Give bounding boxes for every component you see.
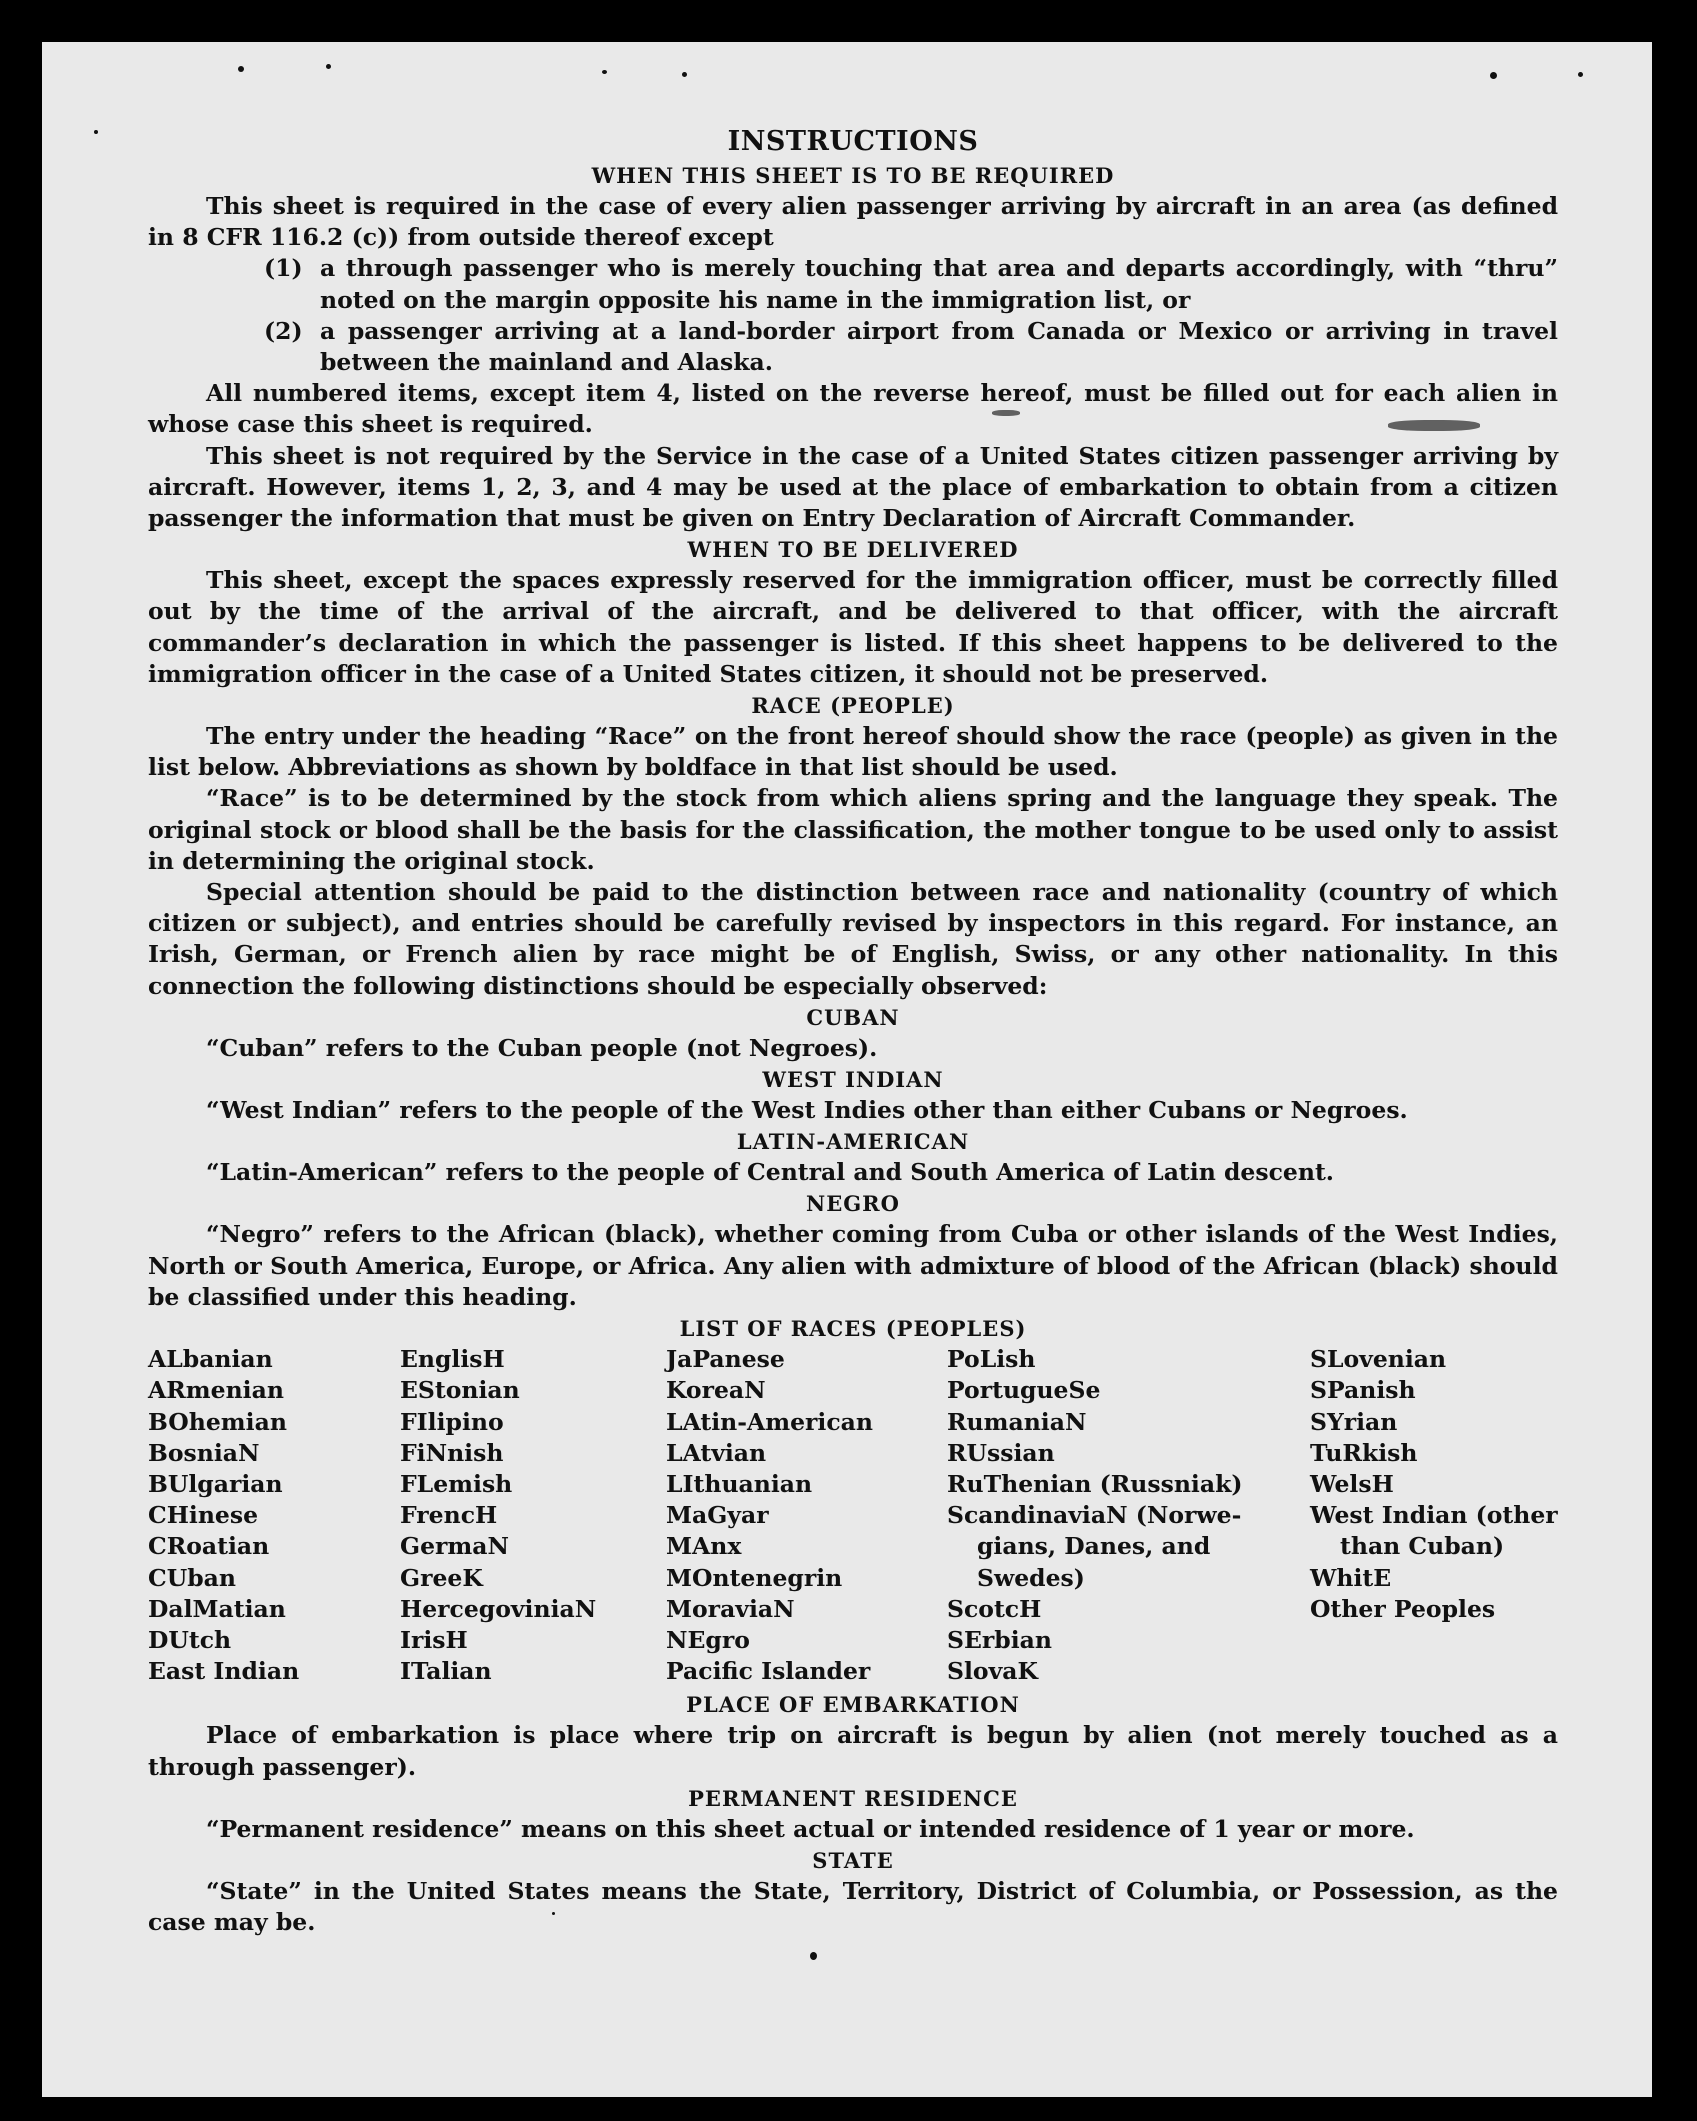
paragraph: Place of embarkation is place where trip on aircraft is begun by alien (not merely touched as a through passenger). <box>148 1721 1558 1781</box>
race-entry: EnglisH <box>400 1345 505 1374</box>
speck <box>326 64 331 69</box>
heading-cuban: CUBAN <box>806 1004 900 1030</box>
race-entry: ScotcH <box>947 1594 1042 1623</box>
page-title: INSTRUCTIONS <box>727 126 979 157</box>
race-entry: WelsH <box>1310 1469 1394 1498</box>
paragraph: This sheet is required in the case of every alien passenger arriving by aircraft in an area (as defined in 8 CFR 116.2 (c)) from outside thereof except <box>148 192 1558 252</box>
heading-place-of-embarkation: PLACE OF EMBARKATION <box>686 1692 1020 1718</box>
race-entry: WhitE <box>1310 1563 1392 1592</box>
paragraph: “Cuban” refers to the Cuban people (not Negroes). <box>206 1033 878 1062</box>
heading-race: RACE (PEOPLE) <box>751 693 955 719</box>
paragraph: “Permanent residence” means on this sheet actual or intended residence of 1 year or more. <box>206 1814 1415 1843</box>
heading-permanent-residence: PERMANENT RESIDENCE <box>688 1785 1018 1811</box>
race-entry: LAtvian <box>666 1438 767 1467</box>
race-entry: TuRkish <box>1310 1438 1418 1467</box>
race-entry: GermaN <box>400 1532 509 1561</box>
paragraph: “Race” is to be determined by the stock from which aliens spring and the language they speak. The original stock or blood shall be the basis for the classification, the mother tongue to be used only to assist in determining the original stock. <box>148 784 1558 875</box>
race-column <box>148 1344 400 1687</box>
race-entry: BOhemian <box>148 1407 287 1436</box>
race-entry: MOntenegrin <box>666 1563 843 1592</box>
race-entry: GreeK <box>400 1563 483 1592</box>
race-entry: gians, Danes, and <box>977 1532 1211 1561</box>
paragraph: “Negro” refers to the African (black), whether coming from Cuba or other islands of the West Indies, North or South America, Europe, or Africa. Any alien with admixture of blood of the African (black) should be classified under this heading. <box>148 1220 1558 1311</box>
race-entry: Other Peoples <box>1310 1594 1496 1623</box>
heading-negro: NEGRO <box>806 1191 900 1217</box>
race-entry: EStonian <box>400 1376 520 1405</box>
race-column <box>666 1344 947 1687</box>
race-entry: PoLish <box>947 1345 1036 1374</box>
race-entry: JaPanese <box>666 1345 785 1374</box>
list-item <box>148 253 1558 315</box>
heading-west-indian: WEST INDIAN <box>762 1067 944 1093</box>
instructions-body <box>148 124 1558 1938</box>
paragraph: All numbered items, except item 4, listed on the reverse hereof, must be filled out for each alien in whose case this sheet is required. <box>148 379 1558 439</box>
race-entry: ALbanian <box>148 1345 273 1374</box>
item-number: (2) <box>264 316 303 345</box>
race-entry: RUssian <box>947 1438 1055 1467</box>
list-item <box>148 316 1558 378</box>
item-number: (1) <box>264 254 303 283</box>
heading-when-required: WHEN THIS SHEET IS TO BE REQUIRED <box>591 163 1115 188</box>
paragraph: Special attention should be paid to the distinction between race and nationality (country of which citizen or subject), and entries should be carefully revised by inspectors in this regard. For instance, an Irish, German, or French alien by race might be of English, Swiss, or any other nationality. In this connection the following distinctions should be especially observed: <box>148 878 1558 1000</box>
paragraph: This sheet, except the spaces expressly reserved for the immigration officer, must be correctly filled out by the time of the arrival of the aircraft, and be delivered to that officer, with the aircraft commander’s declaration in which the passenger is listed. If this sheet happens to be delivered to the immigration officer in the case of a United States citizen, it should not be preserved. <box>148 566 1558 688</box>
race-column <box>400 1344 666 1687</box>
race-entry: ScandinaviaN (Norwe- <box>947 1501 1242 1530</box>
race-entry: BosniaN <box>148 1438 260 1467</box>
race-entry: FLemish <box>400 1469 513 1498</box>
race-entry: Swedes) <box>977 1563 1085 1592</box>
race-entry: RuThenian (Russniak) <box>947 1469 1243 1498</box>
race-entry: SPanish <box>1310 1376 1416 1405</box>
race-entry: FrencH <box>400 1501 498 1530</box>
paragraph: The entry under the heading “Race” on the front hereof should show the race (people) as given in the list below. Abbreviations as shown by boldface in that list should be used. <box>148 722 1558 782</box>
race-entry: DUtch <box>148 1625 232 1654</box>
paragraph: “State” in the United States means the State, Territory, District of Columbia, or Possession, as the case may be. <box>148 1876 1558 1937</box>
race-entry: PortugueSe <box>947 1376 1101 1405</box>
race-entry: FiNnish <box>400 1438 504 1467</box>
race-entry: DalMatian <box>148 1594 286 1623</box>
race-entry: NEgro <box>666 1625 750 1654</box>
paragraph: “Latin-American” refers to the people of Central and South America of Latin descent. <box>206 1158 1334 1187</box>
race-column <box>947 1344 1310 1687</box>
race-entry: than Cuban) <box>1340 1532 1505 1561</box>
race-entry: LIthuanian <box>666 1469 813 1498</box>
speck <box>682 72 687 77</box>
race-entry: LAtin-American <box>666 1407 873 1436</box>
race-entry: SYrian <box>1310 1407 1398 1436</box>
heading-latin-american: LATIN-AMERICAN <box>736 1129 970 1155</box>
race-entry: IrisH <box>400 1625 468 1654</box>
race-entry: CRoatian <box>148 1532 270 1561</box>
race-entry: HercegoviniaN <box>400 1594 597 1623</box>
race-entry: Pacific Islander <box>666 1657 871 1686</box>
race-entry: CUban <box>148 1563 236 1592</box>
race-column <box>1310 1344 1558 1687</box>
item-text: a passenger arriving at a land-border airport from Canada or Mexico or arriving in travel between the mainland and Alaska. <box>320 316 1558 377</box>
race-entry: ARmenian <box>148 1376 284 1405</box>
race-entry: ITalian <box>400 1657 492 1686</box>
race-entry: CHinese <box>148 1501 259 1530</box>
race-entry: BUlgarian <box>148 1469 283 1498</box>
race-entry: RumaniaN <box>947 1407 1087 1436</box>
speck <box>602 70 607 74</box>
speck <box>94 130 98 134</box>
document-page <box>42 42 1652 2097</box>
heading-state: STATE <box>812 1847 894 1873</box>
speck <box>1490 72 1497 79</box>
speck <box>238 66 244 72</box>
speck <box>1578 72 1583 77</box>
race-entry: MAnx <box>666 1532 742 1561</box>
race-entry: SlovaK <box>947 1657 1038 1686</box>
race-entry: SLovenian <box>1310 1345 1447 1374</box>
paragraph: “West Indian” refers to the people of the West Indies other than either Cubans or Negroes. <box>206 1096 1408 1125</box>
race-entry: MoraviaN <box>666 1594 795 1623</box>
race-entry: West Indian (other <box>1310 1501 1558 1530</box>
paragraph: This sheet is not required by the Service in the case of a United States citizen passenger arriving by aircraft. However, items 1, 2, 3, and 4 may be used at the place of embarkation to obtain from a citizen passenger the information that must be given on Entry Declaration of Aircraft Commander. <box>148 441 1558 533</box>
race-entry: FIlipino <box>400 1407 504 1436</box>
race-entry: KoreaN <box>666 1376 766 1405</box>
race-list <box>148 1344 1558 1687</box>
heading-when-delivered: WHEN TO BE DELIVERED <box>687 537 1019 563</box>
race-entry: MaGyar <box>666 1501 769 1530</box>
race-entry: SErbian <box>947 1625 1052 1654</box>
race-entry: East Indian <box>148 1657 300 1686</box>
item-text: a through passenger who is merely touching that area and departs accordingly, with “thru” noted on the margin opposite his name in the immigration list, or <box>320 254 1558 314</box>
heading-list-of-races: LIST OF RACES (PEOPLES) <box>679 1316 1027 1342</box>
speck <box>810 1952 817 1960</box>
